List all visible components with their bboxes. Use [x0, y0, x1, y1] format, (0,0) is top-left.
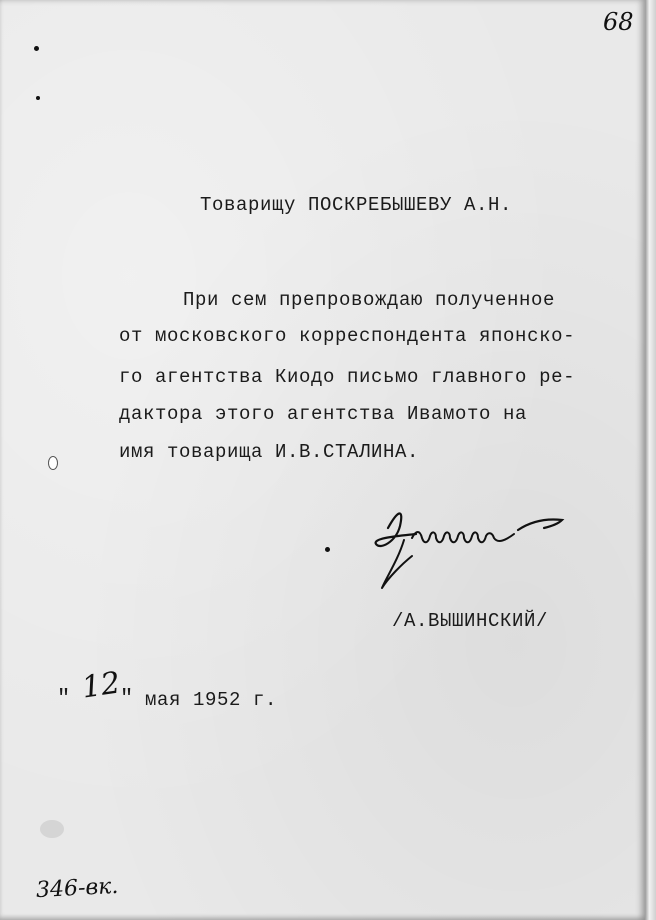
body-line: имя товарища И.В.СТАЛИНА.	[119, 441, 420, 463]
date-close-quote: "	[120, 686, 134, 711]
punch-mark	[36, 96, 40, 100]
archive-page-number: 68	[603, 8, 634, 36]
page-edge-shadow	[645, 0, 656, 920]
signature-name: /А.ВЫШИНСКИЙ/	[392, 610, 549, 632]
bottom-registry-code: 346-вк.	[35, 873, 119, 904]
body-line: от московского корреспондента японско-	[119, 325, 576, 347]
handwritten-signature	[368, 500, 573, 600]
body-line: го агентства Киодо письмо главного ре-	[119, 366, 576, 388]
date-day-handwritten: 12	[79, 665, 123, 706]
punch-mark	[48, 456, 58, 470]
body-line: При сем препровождаю полученное	[183, 289, 556, 311]
addressee-line: Товарищу ПОСКРЕБЫШЕВУ А.Н.	[200, 194, 513, 216]
paper-stain	[40, 820, 64, 838]
punch-mark	[34, 46, 39, 51]
date-rest: мая 1952 г.	[145, 689, 278, 711]
date-open-quote: "	[57, 686, 71, 711]
punch-mark	[325, 547, 330, 552]
body-line: дактора этого агентства Ивамото на	[119, 403, 528, 425]
